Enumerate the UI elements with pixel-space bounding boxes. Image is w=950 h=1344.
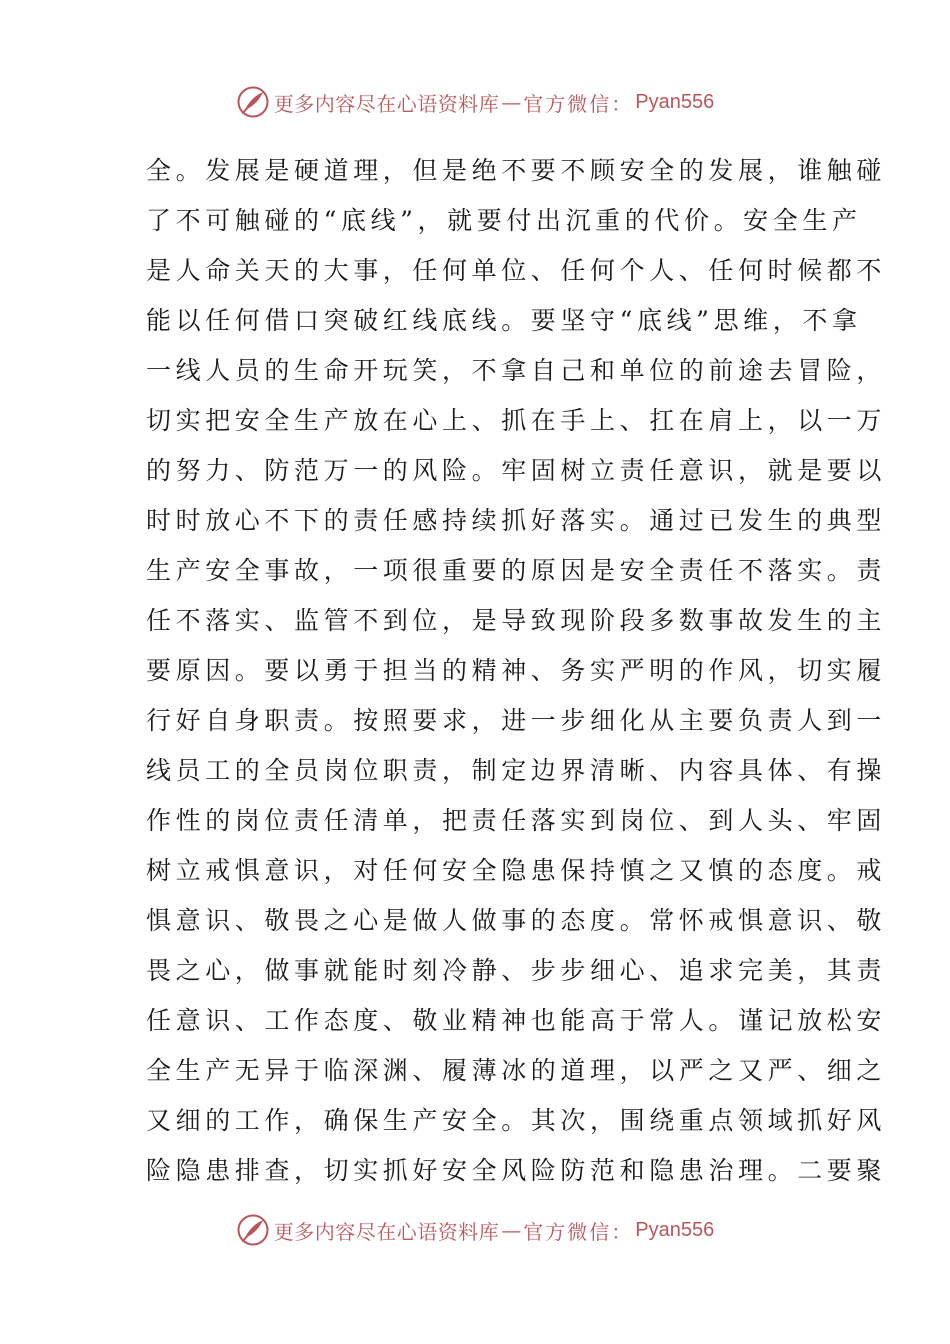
body-line: 作性的岗位责任清单，把责任落实到岗位、到人头、牢固 bbox=[146, 806, 887, 835]
body-line: 畏之心，做事就能时刻冷静、步步细心、追求完美，其责 bbox=[146, 956, 887, 985]
body-line: 能以任何借口突破红线底线。要坚守“底线”思维，不拿 bbox=[146, 306, 862, 335]
document-body bbox=[146, 146, 887, 1196]
body-line: 惧意识、敬畏之心是做人做事的态度。常怀戒惧意识、敬 bbox=[146, 906, 887, 935]
quill-logo-icon bbox=[236, 1213, 270, 1247]
body-line: 任意识、工作态度、敬业精神也能高于常人。谨记放松安 bbox=[146, 1006, 887, 1035]
body-line: 生产安全事故，一项很重要的原因是安全责任不落实。责 bbox=[146, 556, 887, 585]
body-line: 全。发展是硬道理，但是绝不要不顾安全的发展，谁触碰 bbox=[146, 156, 887, 185]
quill-logo-icon bbox=[236, 85, 270, 119]
header-dash: — bbox=[501, 90, 522, 114]
footer-wechat-label: 官方微信： bbox=[523, 1219, 634, 1244]
footer-dash: — bbox=[501, 1218, 522, 1242]
body-line: 全生产无异于临深渊、履薄冰的道理，以严之又严、细之 bbox=[146, 1056, 887, 1085]
header-banner bbox=[0, 82, 950, 122]
body-line: 任不落实、监管不到位，是导致现阶段多数事故发生的主 bbox=[146, 606, 887, 635]
body-line: 是人命关天的大事，任何单位、任何个人、任何时候都不 bbox=[146, 256, 887, 285]
body-line: 的努力、防范万一的风险。牢固树立责任意识，就是要以 bbox=[146, 456, 887, 485]
body-line: 了不可触碰的“底线”，就要付出沉重的代价。安全生产 bbox=[146, 206, 862, 235]
header-site-name: 更多内容尽在心语资料库 bbox=[273, 91, 500, 116]
body-line: 又细的工作，确保生产安全。其次，围绕重点领域抓好风 bbox=[146, 1106, 887, 1135]
body-line: 树立戒惧意识，对任何安全隐患保持慎之又慎的态度。戒 bbox=[146, 856, 887, 885]
body-line: 要原因。要以勇于担当的精神、务实严明的作风，切实履 bbox=[146, 656, 887, 685]
footer-wechat-id: Pyan556 bbox=[635, 1218, 715, 1241]
footer-banner bbox=[0, 1210, 950, 1250]
body-line: 行好自身职责。按照要求，进一步细化从主要负责人到一 bbox=[146, 706, 887, 735]
body-line: 时时放心不下的责任感持续抓好落实。通过已发生的典型 bbox=[146, 506, 887, 535]
footer-site-name: 更多内容尽在心语资料库 bbox=[273, 1219, 500, 1244]
body-line: 切实把安全生产放在心上、抓在手上、扛在肩上，以一万 bbox=[146, 406, 887, 435]
header-wechat-label: 官方微信： bbox=[523, 91, 634, 116]
body-line: 一线人员的生命开玩笑，不拿自己和单位的前途去冒险， bbox=[146, 356, 887, 385]
body-line: 线员工的全员岗位职责，制定边界清晰、内容具体、有操 bbox=[146, 756, 887, 785]
header-wechat-id: Pyan556 bbox=[635, 90, 715, 113]
body-line: 险隐患排查，切实抓好安全风险防范和隐患治理。二要聚 bbox=[146, 1156, 887, 1185]
